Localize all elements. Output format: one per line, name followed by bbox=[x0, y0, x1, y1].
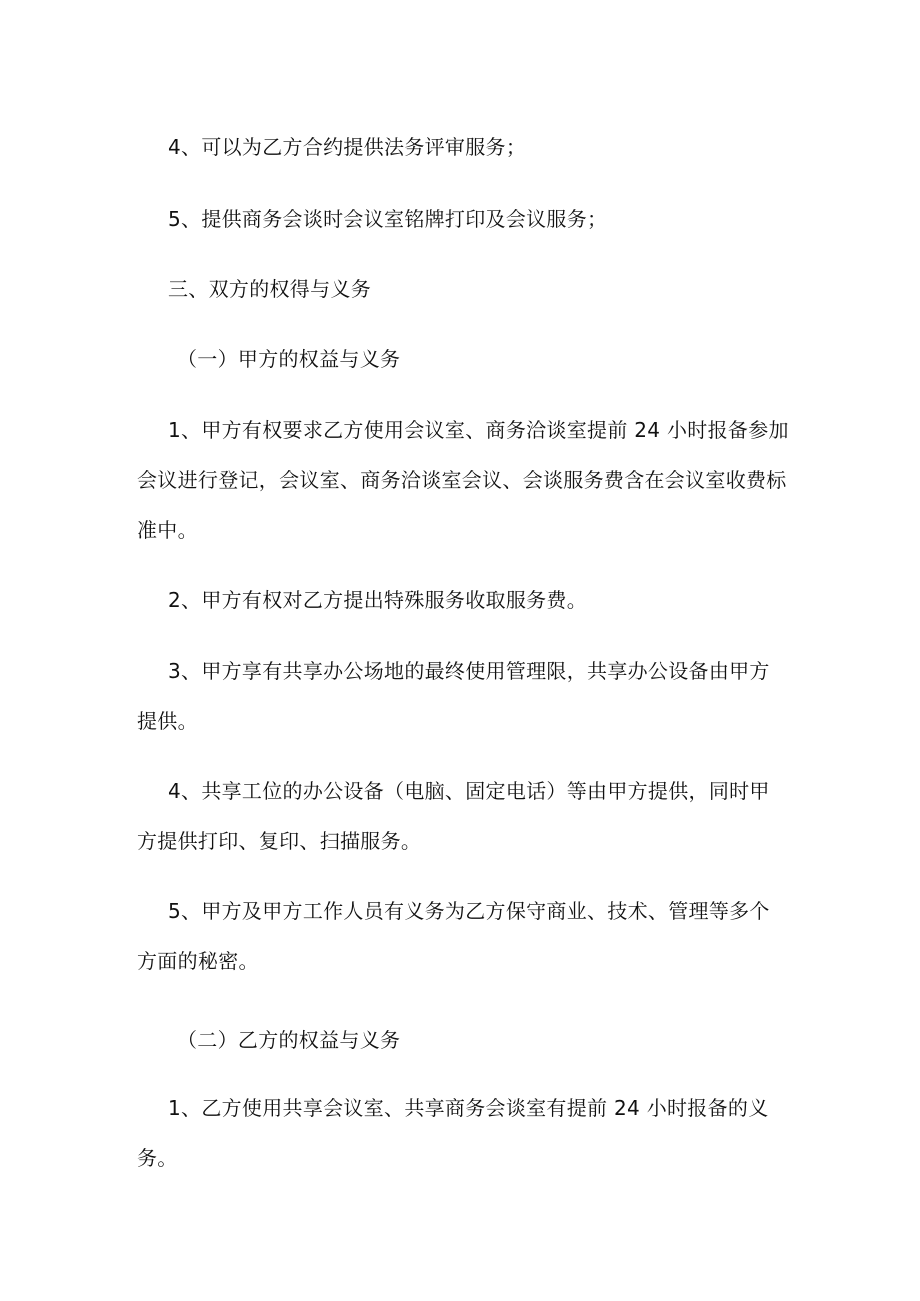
party-a-clause-3: 3、甲方享有共享办公场地的最终使用管理限，共享办公设备由甲方提供。 bbox=[137, 659, 770, 733]
section-heading-rights-obligations: 三、双方的权得与义务 bbox=[168, 277, 371, 301]
party-b-clause-1: 1、乙方使用共享会议室、共享商务会谈室有提前 24 小时报备的义务。 bbox=[137, 1096, 769, 1170]
paragraph-item-5-meeting-service: 5、提供商务会谈时会议室铭牌打印及会议服务； bbox=[168, 207, 608, 231]
subsection-heading-party-a: （一）甲方的权益与义务 bbox=[177, 347, 401, 371]
paragraph-item-4-legal-review: 4、可以为乙方合约提供法务评审服务； bbox=[168, 135, 527, 159]
subsection-heading-party-b: （二）乙方的权益与义务 bbox=[177, 1028, 401, 1052]
party-a-clause-4: 4、共享工位的办公设备（电脑、固定电话）等由甲方提供，同时甲方提供打印、复印、扫描服务。 bbox=[137, 779, 770, 853]
party-a-clause-2: 2、甲方有权对乙方提出特殊服务收取服务费。 bbox=[168, 588, 588, 612]
party-a-clause-1: 1、甲方有权要求乙方使用会议室、商务洽谈室提前 24 小时报备参加会议进行登记，会议室、商务洽谈室会议、会谈服务费含在会议室收费标准中。 bbox=[137, 418, 789, 542]
party-a-clause-5: 5、甲方及甲方工作人员有义务为乙方保守商业、技术、管理等多个方面的秘密。 bbox=[137, 899, 770, 973]
